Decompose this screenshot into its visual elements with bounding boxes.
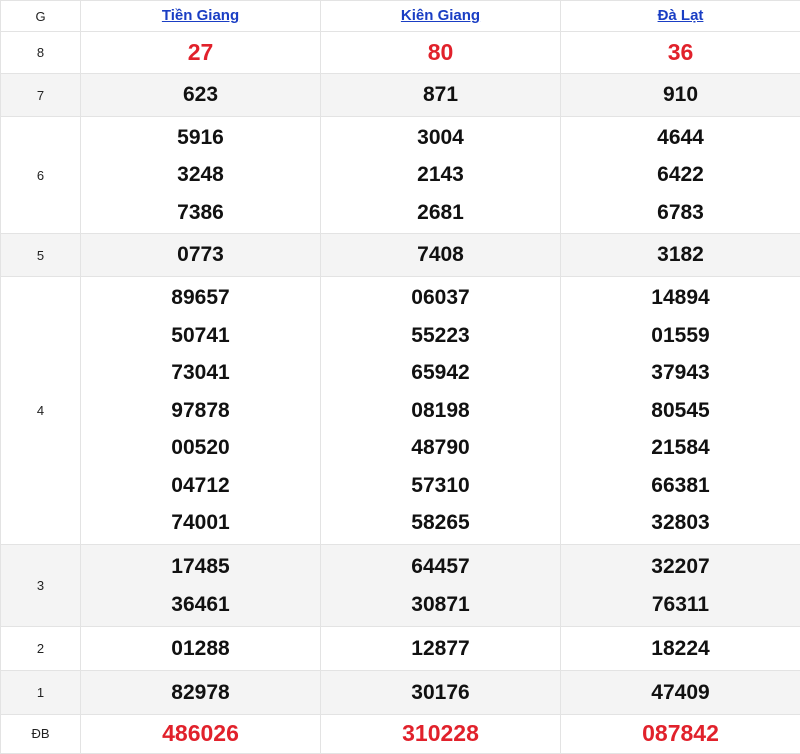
result-number: 58265 xyxy=(321,504,560,542)
prize-label: 1 xyxy=(1,671,81,715)
result-number: 82978 xyxy=(81,674,320,712)
result-number: 6783 xyxy=(561,194,800,232)
result-number: 27 xyxy=(81,34,320,72)
result-number: 48790 xyxy=(321,429,560,467)
prize-row-3 xyxy=(1,545,800,627)
result-cell xyxy=(321,234,561,277)
result-cell xyxy=(81,671,321,715)
result-cell xyxy=(321,715,561,754)
result-cell xyxy=(81,715,321,754)
result-cell xyxy=(561,545,800,627)
result-cell xyxy=(561,74,800,117)
result-cell xyxy=(561,32,800,74)
prize-label: 8 xyxy=(1,32,81,74)
result-number: 76311 xyxy=(561,586,800,624)
result-number: 73041 xyxy=(81,354,320,392)
prize-row-8 xyxy=(1,32,800,74)
prize-row-2 xyxy=(1,627,800,671)
result-number: 36 xyxy=(561,34,800,72)
prize-label: 5 xyxy=(1,234,81,277)
prize-label: 4 xyxy=(1,277,81,545)
result-cell xyxy=(561,671,800,715)
result-number: 74001 xyxy=(81,504,320,542)
result-cell xyxy=(561,234,800,277)
result-number: 0773 xyxy=(81,236,320,274)
result-number: 7408 xyxy=(321,236,560,274)
result-cell xyxy=(81,277,321,545)
result-number: 97878 xyxy=(81,392,320,430)
prize-row-special xyxy=(1,715,800,754)
result-cell xyxy=(321,277,561,545)
result-number: 12877 xyxy=(321,630,560,668)
result-cell xyxy=(81,32,321,74)
result-cell xyxy=(81,74,321,117)
prize-label: 7 xyxy=(1,74,81,117)
special-prize-number: 486026 xyxy=(81,715,320,753)
result-number: 50741 xyxy=(81,317,320,355)
province-header xyxy=(561,1,800,32)
result-cell xyxy=(321,117,561,234)
prize-label: 3 xyxy=(1,545,81,627)
result-number: 5916 xyxy=(81,119,320,157)
province-link-da-lat[interactable]: Đà Lạt xyxy=(658,7,704,24)
result-number: 6422 xyxy=(561,156,800,194)
result-number: 65942 xyxy=(321,354,560,392)
result-number: 18224 xyxy=(561,630,800,668)
result-number: 910 xyxy=(561,76,800,114)
result-number: 06037 xyxy=(321,279,560,317)
result-cell xyxy=(561,627,800,671)
result-number: 36461 xyxy=(81,586,320,624)
result-number: 32207 xyxy=(561,548,800,586)
prize-row-7 xyxy=(1,74,800,117)
result-number: 3248 xyxy=(81,156,320,194)
result-number: 00520 xyxy=(81,429,320,467)
result-cell xyxy=(321,32,561,74)
result-number: 14894 xyxy=(561,279,800,317)
result-cell xyxy=(561,117,800,234)
special-prize-number: 087842 xyxy=(561,715,800,753)
prize-column-header: G xyxy=(1,1,81,32)
result-number: 64457 xyxy=(321,548,560,586)
result-number: 80 xyxy=(321,34,560,72)
result-number: 32803 xyxy=(561,504,800,542)
result-number: 2681 xyxy=(321,194,560,232)
result-number: 01559 xyxy=(561,317,800,355)
result-number: 30176 xyxy=(321,674,560,712)
result-number: 3004 xyxy=(321,119,560,157)
result-number: 2143 xyxy=(321,156,560,194)
result-number: 871 xyxy=(321,76,560,114)
result-number: 89657 xyxy=(81,279,320,317)
prize-row-4 xyxy=(1,277,800,545)
result-number: 7386 xyxy=(81,194,320,232)
result-number: 30871 xyxy=(321,586,560,624)
result-number: 80545 xyxy=(561,392,800,430)
result-number: 21584 xyxy=(561,429,800,467)
result-cell xyxy=(561,277,800,545)
prize-row-6 xyxy=(1,117,800,234)
result-number: 66381 xyxy=(561,467,800,505)
result-number: 04712 xyxy=(81,467,320,505)
prize-label: 2 xyxy=(1,627,81,671)
result-number: 01288 xyxy=(81,630,320,668)
result-cell xyxy=(81,545,321,627)
province-link-kien-giang[interactable]: Kiên Giang xyxy=(401,7,480,24)
result-number: 4644 xyxy=(561,119,800,157)
result-cell xyxy=(321,74,561,117)
province-header xyxy=(321,1,561,32)
prize-row-5 xyxy=(1,234,800,277)
result-number: 55223 xyxy=(321,317,560,355)
special-prize-number: 310228 xyxy=(321,715,560,753)
prize-label: 6 xyxy=(1,117,81,234)
result-number: 08198 xyxy=(321,392,560,430)
result-cell xyxy=(81,234,321,277)
result-number: 37943 xyxy=(561,354,800,392)
result-number: 623 xyxy=(81,76,320,114)
result-cell xyxy=(321,671,561,715)
prize-label: ĐB xyxy=(1,715,81,754)
result-cell xyxy=(321,545,561,627)
result-cell xyxy=(81,627,321,671)
result-number: 3182 xyxy=(561,236,800,274)
header-row xyxy=(1,1,800,32)
result-number: 47409 xyxy=(561,674,800,712)
result-number: 17485 xyxy=(81,548,320,586)
province-header xyxy=(81,1,321,32)
prize-row-1 xyxy=(1,671,800,715)
result-cell xyxy=(321,627,561,671)
result-number: 57310 xyxy=(321,467,560,505)
province-link-tien-giang[interactable]: Tiền Giang xyxy=(162,7,239,24)
result-cell xyxy=(561,715,800,754)
result-cell xyxy=(81,117,321,234)
